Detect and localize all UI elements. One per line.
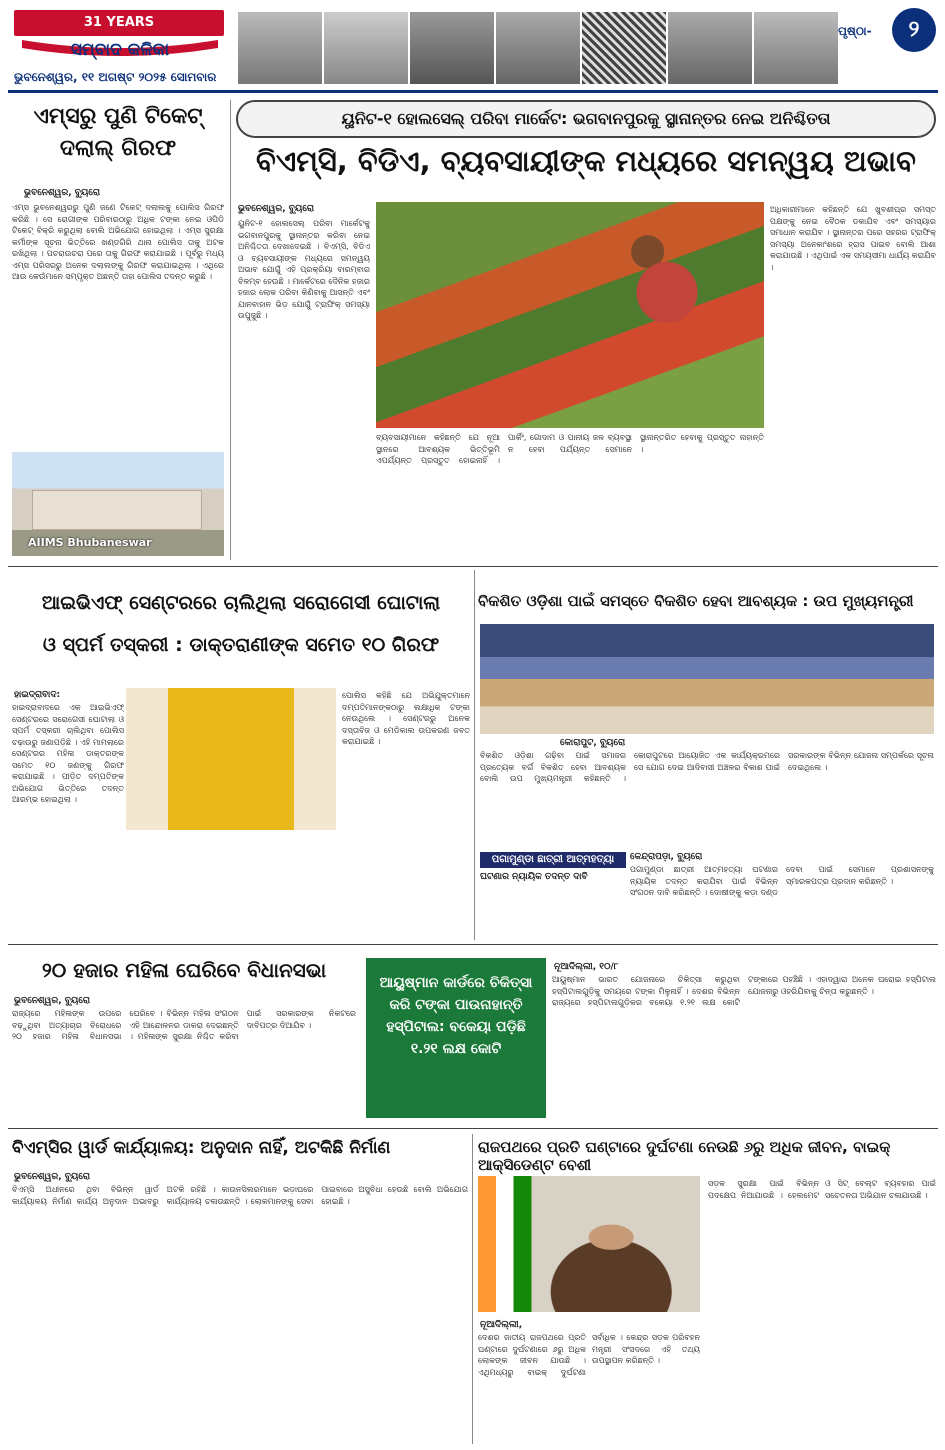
temple-photo bbox=[238, 12, 322, 84]
odisha-body: ବିକଶିତ ଓଡ଼ିଶା ଗଢ଼ିବା ପାଇଁ ସମାଜର ପ୍ରତ୍ୟେକ ବର୍ଗ ବିକଶିତ ହେବା ଆବଶ୍ୟକ ବୋଲି ଉପ ମୁଖ୍ୟମନ୍ତ୍ରୀ କହିଛନ୍ତି । କୋରାପୁଟରେ ଆୟୋଜିତ ଏକ କାର୍ଯ୍ୟକ୍ରମରେ ସେ ଯୋଗ ଦେଇ ଆଦିବାସୀ ଅଞ୍ଚଳର ବିକାଶ ପାଇଁ ସରକାରଙ୍କ ବିଭିନ୍ନ ଯୋଜନା ସମ୍ପର୍କରେ ସୂଚନା ଦେଇଥିଲେ । bbox=[480, 751, 934, 783]
page-number: ୨ bbox=[892, 8, 936, 52]
market-vegetable-photo bbox=[376, 202, 764, 428]
section-rule bbox=[8, 566, 938, 567]
dancers-photo bbox=[668, 12, 752, 84]
ayushman-headline-box: ଆୟୁଷ୍ମାନ କାର୍ଡରେ ଚିକିତ୍ସା କରି ଟଙ୍କା ପାଉନାହାନ୍ତି ହସ୍ପିଟାଲ: ବକେୟା ପଡ଼ିଛି ୧.୨୧ ଲକ୍ଷ କୋଟି bbox=[366, 958, 546, 1118]
column-divider bbox=[472, 1134, 473, 1444]
masthead-photo-strip bbox=[238, 12, 838, 84]
masthead-rule bbox=[8, 90, 938, 93]
market-body-mid: ବ୍ୟବସାୟୀମାନେ କହିଛନ୍ତି ଯେ ନୂଆ ସ୍ଥାନରେ ଆବଶ୍ୟକ ଭିତ୍ତିଭୂମି ଏପର୍ଯ୍ୟନ୍ତ ପ୍ରସ୍ତୁତ ହୋଇନାହିଁ । ପାର୍କିଂ, ଗୋଦାମ ଓ ପାନୀୟ ଜଳ ବ୍ୟବସ୍ଥା ନ ହେବା ପର୍ଯ୍ୟନ୍ତ ସେମାନେ ସ୍ଥାନାନ୍ତରିତ ହେବାକୁ ପ୍ରସ୍ତୁତ ନାହାନ୍ତି । bbox=[376, 433, 764, 465]
pagamunda-body: ପଗାମୁଣ୍ଡା ଛାତ୍ରୀ ଆତ୍ମହତ୍ୟା ଘଟଣାର ନ୍ୟାୟିକ ତଦନ୍ତ କରାଯିବା ପାଇଁ ବିଭିନ୍ନ ସଂଗଠନ ଦାବି କରିଛନ୍ତି । ଦୋଷୀଙ୍କୁ କଡ଼ା ଦଣ୍ଡ ଦେବା ପାଇଁ ସେମାନେ ପ୍ରଶାସନଙ୍କୁ ସ୍ମାରକପତ୍ର ପ୍ରଦାନ କରିଛନ୍ତି । bbox=[630, 865, 934, 897]
column-divider bbox=[474, 570, 475, 940]
women-photo bbox=[754, 12, 838, 84]
dateline: ଭୁବନେଶ୍ୱର, ୧୧ ଅଗଷ୍ଟ ୨୦୨୫ ସୋମବାର bbox=[14, 70, 217, 84]
temple-photo bbox=[324, 12, 408, 84]
odisha-headline: ବିକଶିତ ଓଡ଼ିଶା ପାଇଁ ସମସ୍ତେ ବିକଶିତ ହେବା ଆବଶ୍ୟକ : ଉପ ମୁଖ୍ୟମନ୍ତ୍ରୀ bbox=[478, 592, 914, 610]
aiims-byline: ଭୁବନେଶ୍ୱର, ବ୍ୟୁରୋ bbox=[24, 188, 101, 198]
odisha-event-photo bbox=[480, 624, 934, 734]
women-headline: ୨୦ ହଜାର ମହିଳା ଘେରିବେ ବିଧାନସଭା bbox=[41, 958, 327, 982]
art-photo bbox=[582, 12, 666, 84]
market-kicker: ୟୁନିଟ-୧ ହୋଲସେଲ୍ ପରିବା ମାର୍କେଟ: ଭଗବାନପୁରକୁ ସ୍ଥାନାନ୍ତର ନେଇ ଅନିଶ୍ଚିତତା bbox=[236, 100, 936, 138]
ivf-headline-line-2: ଓ ସ୍ପର୍ମ ତସ୍କରୀ : ଡାକ୍ତରାଣୀଙ୍କ ସମେତ ୧୦ ଗିରଫ bbox=[42, 634, 440, 656]
ivf-byline: ହାଇଦ୍ରାବାଦ: bbox=[14, 690, 61, 700]
ivf-headline-line-1: ଆଇଭିଏଫ୍ ସେଣ୍ଟରରେ ଚାଲିଥିଲା ସରୋଗେସୀ ଘୋଟାଲା bbox=[41, 592, 441, 614]
market-byline: ଭୁବନେଶ୍ୱର, ବ୍ୟୁରୋ bbox=[238, 204, 315, 214]
aiims-headline-line-1: ଏମ୍ସରୁ ପୁଣି ଟିକେଟ୍ bbox=[33, 104, 203, 129]
aiims-headline-line-2: ଦଲାଲ୍ ଗିରଫ bbox=[59, 136, 177, 162]
ivf-body: ହାଇଦ୍ରାବାଦରେ ଏକ ଆଇଭିଏଫ୍ ସେଣ୍ଟରରେ ସରୋଗେସୀ ଘୋଟାଲା ଓ ସ୍ପର୍ମ ତସ୍କରୀ ଚାଲିଥିବା ପୋଲିସ ଚଢ଼ାଉରୁ ଜଣାପଡ଼ିଛି । ଏହି ମାମଲାରେ ସେଣ୍ଟରର ମହିଳା ଡାକ୍ତରଙ୍କ ସମେତ ୧୦ ଜଣଙ୍କୁ ଗିରଫ କରାଯାଇଛି । ପୀଡ଼ିତ ଦମ୍ପତିଙ୍କ ଅଭିଯୋଗ ଭିତ୍ତିରେ ତଦନ୍ତ ଆରମ୍ଭ ହୋଇଥିଲା । bbox=[12, 703, 124, 804]
column-divider bbox=[230, 100, 231, 560]
aiims-headline bbox=[12, 104, 224, 163]
ayushman-byline: ନୂଆଦିଲ୍ଲୀ, ୧୦/୮ bbox=[554, 962, 619, 972]
highway-headline: ରାଜପଥରେ ପ୍ରତି ଘଣ୍ଟାରେ ଦୁର୍ଘଟଣା ନେଉଛି ୬ରୁ ଅଧିକ ଜୀବନ, ବାଇକ୍ ଆକ୍ସିଡେଣ୍ଟ ବେଶୀ bbox=[478, 1138, 891, 1174]
pagamunda-byline: କେନ୍ଦ୍ରାପଡ଼ା, ବ୍ୟୁରୋ bbox=[630, 852, 703, 862]
children-photo bbox=[496, 12, 580, 84]
highway-body-2: ସଡ଼କ ସୁରକ୍ଷା ପାଇଁ ବିଭିନ୍ନ ପଦକ୍ଷେପ ନିଆଯାଉଛି । ହେଲମେଟ ଓ ସିଟ୍ ବେଲ୍ଟ ବ୍ୟବହାର ପାଇଁ ସଚେତନତା ଅଭିଯାନ ଚଳାଯାଉଛି । bbox=[708, 1179, 936, 1200]
market-body-right: ଅଧିକାରୀମାନେ କହିଛନ୍ତି ଯେ ଖୁବଶୀଘ୍ର ସମସ୍ତ ପକ୍ଷଙ୍କୁ ନେଇ ବୈଠକ ଡକାଯିବ ଏବଂ ସମସ୍ୟାର ସମାଧାନ କରାଯିବ । ସ୍ଥାନାନ୍ତର ପରେ ସହରର ଟ୍ରାଫିକ୍ ସମସ୍ୟା ଅନେକାଂଶରେ ହ୍ରାସ ପାଇବ ବୋଲି ଆଶା କରାଯାଉଛି । ଏଥିପାଇଁ ଏକ ସମୟସୀମା ଧାର୍ଯ୍ୟ କରାଯିବ । bbox=[770, 205, 936, 272]
highway-body: ଦେଶର ଜାତୀୟ ରାଜପଥରେ ପ୍ରତି ଘଣ୍ଟାରେ ଦୁର୍ଘଟଣାରେ ୬ରୁ ଅଧିକ ଲୋକଙ୍କ ଜୀବନ ଯାଉଛି । ଏଥିମଧ୍ୟରୁ ବାଇକ୍ ଦୁର୍ଘଟଣା ସର୍ବାଧିକ । କେନ୍ଦ୍ର ସଡ଼କ ପରିବହନ ମନ୍ତ୍ରୀ ସଂସଦରେ ଏହି ତଥ୍ୟ ଉପସ୍ଥାପନ କରିଛନ୍ତି । bbox=[478, 1333, 700, 1377]
aiims-photo bbox=[12, 452, 224, 556]
ward-byline: ଭୁବନେଶ୍ୱର, ବ୍ୟୁରୋ bbox=[14, 1172, 91, 1182]
highway-byline: ନୂଆଦିଲ୍ଲୀ, bbox=[480, 1320, 523, 1330]
ivf-body-2: ପୋଲିସ କହିଛି ଯେ ଅଭିଯୁକ୍ତମାନେ ଦମ୍ପତିମାନଙ୍କଠାରୁ ଲକ୍ଷାଧିକ ଟଙ୍କା ନେଉଥିଲେ । ସେଣ୍ଟରରୁ ଅନେକ ଦସ୍ତାବିଜ ଓ ମେଡିକାଲ ଉପକରଣ ଜବତ କରାଯାଇଛି । bbox=[342, 691, 470, 746]
years-banner: 31 YEARS bbox=[14, 10, 224, 36]
ivf-woman-photo bbox=[126, 688, 336, 830]
odisha-byline: କୋରାପୁଟ, ବ୍ୟୁରୋ bbox=[560, 738, 626, 748]
women-body: ରାଜ୍ୟରେ ମହିଳାଙ୍କ ଉପରେ ବଢ଼ୁଥିବା ଅତ୍ୟାଚାର ବିରୋଧରେ ୨୦ ହଜାର ମହିଳା ବିଧାନସଭା ଘେରିବେ । ବିଭିନ୍ନ ମହିଳା ସଂଗଠନ ଏହି ଆନ୍ଦୋଳନର ଡାକରା ଦେଇଛନ୍ତି । ମହିଳାଙ୍କ ସୁରକ୍ଷା ନିଶ୍ଚିତ କରିବା ପାଇଁ ସରକାରଙ୍କ ନିକଟରେ ଦାବିପତ୍ର ଦିଆଯିବ । bbox=[12, 1009, 356, 1041]
ayushman-body: ଆୟୁଷ୍ମାନ ଭାରତ ଯୋଜନାରେ ଚିକିତ୍ସା କରୁଥିବା ହସ୍ପିଟାଲଗୁଡ଼ିକୁ ସମୟରେ ଟଙ୍କା ମିଳୁନାହିଁ । ଦେଶର ବିଭିନ୍ନ ରାଜ୍ୟରେ ହସ୍ପିଟାଲଗୁଡ଼ିକର ବକେୟା ୧.୨୧ ଲକ୍ଷ କୋଟି ଟଙ୍କାରେ ପହଞ୍ଚିଛି । ଏହାଦ୍ୱାରା ଅନେକ ଘରୋଇ ହସ୍ପିଟାଲ ଯୋଜନାରୁ ଓହରିଯିବାକୁ ଚିନ୍ତା କରୁଛନ୍ତି । bbox=[552, 975, 936, 1007]
market-headline: ବିଏମ୍‌ସି, ବିଡିଏ, ବ୍ୟବସାୟୀଙ୍କ ମଧ୍ୟରେ ସମନ୍ୱୟ ଅଭାବ bbox=[256, 144, 916, 178]
pagamunda-box-subtitle: ଘଟଣାର ନ୍ୟାୟିକ ତଦନ୍ତ ଦାବି bbox=[480, 872, 588, 882]
ward-body: ବିଏମ୍‌ସି ଅଧୀନରେ ଥିବା ବିଭିନ୍ନ ୱାର୍ଡ କାର୍ଯ୍ୟାଳୟ ନିର୍ମାଣ କାର୍ଯ୍ୟ ଅନୁଦାନ ଅଭାବରୁ ଅଟକି ରହିଛି । କାଉନସିଲରମାନେ ଭଡ଼ାଘରେ କାର୍ଯ୍ୟାଳୟ ଚଳାଉଛନ୍ତି । ଲୋକମାନଙ୍କୁ ସେବା ପାଇବାରେ ଅସୁବିଧା ହେଉଛି ବୋଲି ଅଭିଯୋଗ ହୋଇଛି । bbox=[12, 1185, 468, 1206]
women-byline: ଭୁବନେଶ୍ୱର, ବ୍ୟୁରୋ bbox=[14, 996, 91, 1006]
minister-photo bbox=[478, 1176, 700, 1312]
ward-headline: ବିଏମ୍‌ସିର ୱାର୍ଡ କାର୍ଯ୍ୟାଳୟ: ଅନୁଦାନ ନାହିଁ, ଅଟକିଛି ନିର୍ମାଣ bbox=[12, 1138, 391, 1158]
pagamunda-box-label: ପଗାମୁଣ୍ଡା ଛାତ୍ରୀ ଆତ୍ମହତ୍ୟା bbox=[480, 852, 626, 868]
newspaper-logo: ସମ୍ବାଦ କଳିକା bbox=[70, 40, 170, 60]
aiims-body: ଏମ୍ସ ଭୁବନେଶ୍ୱରରୁ ପୁଣି ଜଣେ ଟିକେଟ୍ ଦଲାଲକୁ ପୋଲିସ ଗିରଫ କରିଛି । ସେ ରୋଗୀଙ୍କ ପରିବାରଠାରୁ ଅଧିକ ଟଙ୍କା ନେଇ ଓପିଡି ଟିକେଟ୍ ବିକ୍ରି କରୁଥିଲା ବୋଲି ଅଭିଯୋଗ ହୋଇଥିଲା । ଏମ୍ସ ସୁରକ୍ଷା କର୍ମୀଙ୍କ ସୂଚନା ଭିତ୍ତିରେ ଖଣ୍ଡଗିରି ଥାନା ପୋଲିସ ତାକୁ ଅଟକ ରଖିଥିଲା । ପଚରାଉଚରା ପରେ ତାକୁ ଗିରଫ କରାଯାଇଛି । ପୂର୍ବରୁ ମଧ୍ୟ ଏମ୍ସ ପରିସରରୁ ଅନେକ ଦଲାଲଙ୍କୁ ଗିରଫ କରାଯାଇଥିଲା । ଏଥିରେ ଆଉ କେଉଁମାନେ ସମ୍ପୃକ୍ତ ଅଛନ୍ତି ତାହା ପୋଲିସ ତଦନ୍ତ କରୁଛି । bbox=[12, 203, 224, 281]
section-rule bbox=[8, 1128, 938, 1129]
section-rule bbox=[8, 944, 938, 945]
craft-photo bbox=[410, 12, 494, 84]
page-label: ପୃଷ୍ଠା- bbox=[838, 24, 872, 38]
masthead bbox=[0, 0, 945, 92]
market-body-left: ୟୁନିଟ-୧ ହୋଲସେଲ୍ ପରିବା ମାର୍କେଟକୁ ଭଗବାନପୁରକୁ ସ୍ଥାନାନ୍ତର କରିବା ନେଇ ଅନିଶ୍ଚିତତା ଦେଖାଦେଇଛି । ବିଏମ୍‌ସି, ବିଡିଏ ଓ ବ୍ୟବସାୟୀଙ୍କ ମଧ୍ୟରେ ସମନ୍ୱୟ ଅଭାବ ଯୋଗୁଁ ଏହି ପ୍ରକ୍ରିୟା ବାରମ୍ବାର ବିଳମ୍ବ ହେଉଛି । ମାର୍କେଟରେ ଦୈନିକ ହଜାର ହଜାର ଲୋକ ପରିବା କିଣିବାକୁ ଆସନ୍ତି ଏବଂ ଯାନବାହାନ ଭିଡ଼ ଯୋଗୁଁ ଟ୍ରାଫିକ୍ ସମସ୍ୟା ଉପୁଜୁଛି । bbox=[238, 219, 370, 320]
aiims-photo-caption: AIIMS Bhubaneswar bbox=[28, 536, 152, 549]
